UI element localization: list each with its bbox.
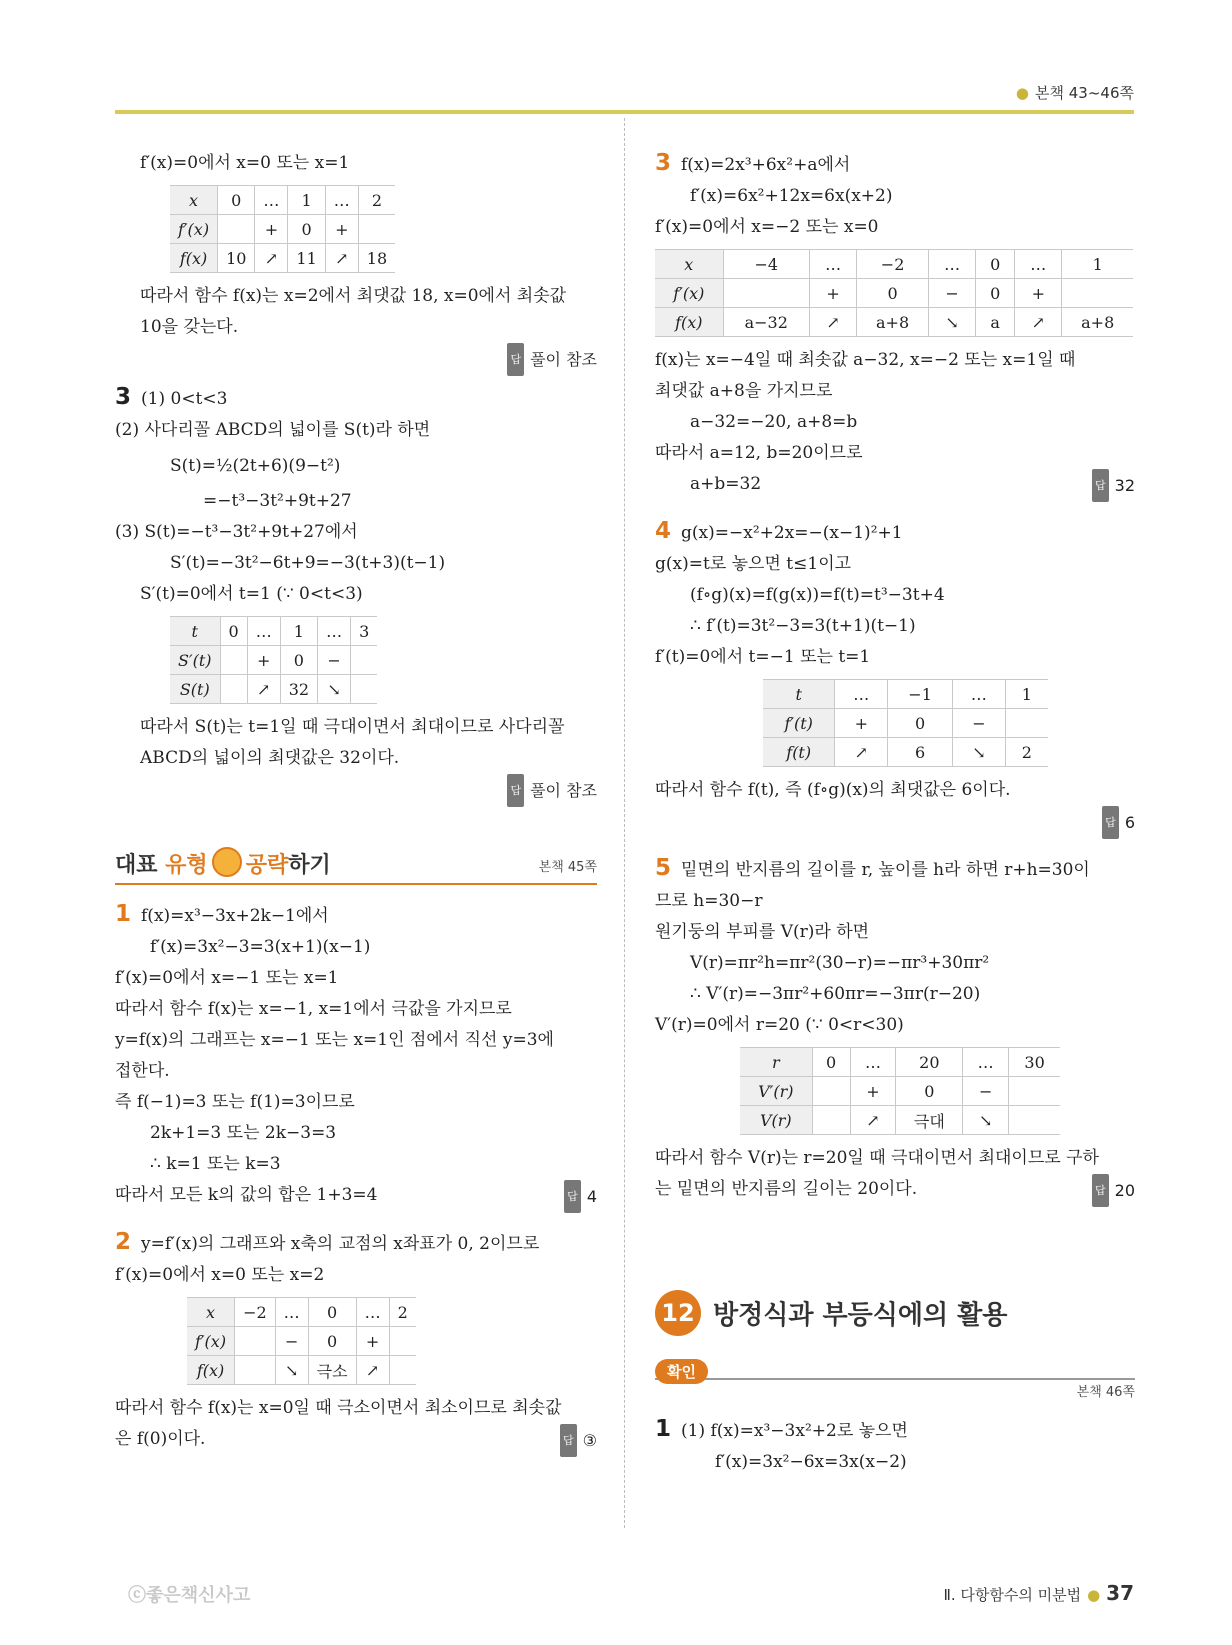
table-cell: +	[809, 279, 856, 308]
table-header-cell: f(x)	[187, 1356, 235, 1385]
formula-line: =−t³−3t²+9t+27	[203, 491, 352, 511]
text-line: f′(t)=0에서 t=−1 또는 t=1	[655, 647, 871, 667]
problem-number: 1	[655, 1416, 672, 1442]
table-cell: a+8	[857, 308, 929, 337]
table-cell	[220, 646, 247, 675]
table-cell: +	[850, 1077, 896, 1106]
text-line: 따라서 함수 f(x)는 x=0일 때 극소이면서 최소이므로 최솟값	[115, 1398, 562, 1418]
problem-number: 3	[655, 150, 672, 176]
table-cell: 0	[888, 709, 953, 738]
table-cell: 0	[218, 186, 255, 215]
header-page-ref	[1016, 82, 1134, 103]
table-cell	[218, 215, 255, 244]
section-title-part: 공략	[245, 853, 289, 878]
table-cell: ↘	[928, 308, 975, 337]
text-line: 즉 f(−1)=3 또는 f(1)=3이므로	[115, 1092, 355, 1112]
table-cell: −	[928, 279, 975, 308]
answer-label	[560, 1424, 597, 1457]
text-line: (3) S(t)=−t³−3t²+9t+27에서	[115, 522, 358, 542]
bullet-icon: ●	[1087, 1586, 1101, 1604]
chapter-heading	[655, 1290, 1135, 1336]
variation-table	[763, 679, 1048, 767]
table-cell: 6	[888, 738, 953, 767]
table-cell: ↗	[247, 675, 280, 704]
variation-table	[740, 1047, 1060, 1135]
table-cell: −4	[723, 250, 809, 279]
chapter-number-badge: 12	[655, 1290, 701, 1336]
table-cell: +	[325, 215, 358, 244]
formula-line: f(x)=x³−3x+2k−1에서	[141, 906, 329, 926]
text-line: f(x)는 x=−4일 때 최솟값 a−32, x=−2 또는 x=1일 때	[655, 350, 1076, 370]
table-cell	[1009, 1077, 1060, 1106]
formula-line: ∴ V′(r)=−3πr²+60πr=−3πr(r−20)	[690, 984, 981, 1004]
answer-label	[115, 343, 597, 376]
table-cell	[358, 215, 395, 244]
table-cell: 20	[896, 1048, 963, 1077]
table-cell: −2	[235, 1298, 276, 1327]
table-cell: +	[356, 1327, 389, 1356]
table-header-cell: x	[170, 186, 218, 215]
table-cell	[235, 1356, 276, 1385]
table-row	[655, 250, 1133, 279]
table-cell: −	[963, 1077, 1009, 1106]
answer-icon: 답	[507, 774, 524, 807]
answer-text: 32	[1114, 476, 1135, 495]
variation-table	[655, 249, 1133, 337]
mascot-icon	[212, 847, 242, 877]
section-header	[115, 847, 597, 885]
table-cell: −	[318, 646, 351, 675]
table-cell: 10	[218, 244, 255, 273]
formula-line: a−32=−20, a+8=b	[690, 412, 858, 432]
table-cell	[812, 1106, 850, 1135]
text-line: f′(x)=0에서 x=0 또는 x=1	[140, 153, 350, 173]
text-line: ABCD의 넓이의 최댓값은 32이다.	[140, 748, 400, 768]
text-line: (1) 0<t<3	[141, 389, 228, 409]
text-line: 따라서 a=12, b=20이므로	[655, 443, 863, 463]
table-cell	[723, 279, 809, 308]
table-cell	[351, 646, 378, 675]
table-header-cell: r	[740, 1048, 812, 1077]
text-line: 최댓값 a+8을 가지므로	[655, 381, 833, 401]
text-line: 밑면의 반지름의 길이를 r, 높이를 h라 하면 r+h=30이	[681, 860, 1090, 880]
answer-icon: 답	[1102, 806, 1119, 839]
answer-label	[655, 806, 1135, 839]
variation-table	[187, 1297, 416, 1385]
table-cell: 0	[896, 1077, 963, 1106]
table-row	[763, 738, 1048, 767]
text-line: 므로 h=30−r	[655, 891, 763, 911]
table-row	[655, 279, 1133, 308]
table-cell	[351, 675, 378, 704]
formula-line: V(r)=πr²h=πr²(30−r)=−πr³+30πr²	[690, 953, 990, 973]
text-line: 따라서 함수 V(r)는 r=20일 때 극대이면서 최대이므로 구하	[655, 1148, 1099, 1168]
table-row	[740, 1106, 1060, 1135]
table-cell: −2	[857, 250, 929, 279]
table-cell: ↘	[963, 1106, 1009, 1135]
section-title-part: 대표	[115, 853, 166, 878]
table-cell	[220, 675, 247, 704]
table-row	[170, 186, 395, 215]
table-header-cell: f′(t)	[763, 709, 835, 738]
answer-text: 4	[586, 1187, 597, 1206]
text-line: 는 밑면의 반지름의 길이는 20이다.	[655, 1179, 918, 1199]
text-line: y=f(x)의 그래프는 x=−1 또는 x=1인 점에서 직선 y=3에	[115, 1030, 554, 1050]
copyright: ⓒ좋은책신사고	[128, 1585, 251, 1606]
left-column	[115, 148, 597, 1455]
table-cell: …	[255, 186, 288, 215]
table-cell: +	[1015, 279, 1062, 308]
table-cell: 극대	[896, 1106, 963, 1135]
table-header-cell: x	[187, 1298, 235, 1327]
table-cell: 0	[288, 215, 325, 244]
table-header-cell: f(x)	[170, 244, 218, 273]
table-header-cell: x	[655, 250, 723, 279]
table-cell: …	[953, 680, 1006, 709]
table-cell: +	[255, 215, 288, 244]
formula-line: f′(x)=3x²−3=3(x+1)(x−1)	[150, 937, 371, 957]
table-cell: a−32	[723, 308, 809, 337]
answer-label	[115, 774, 597, 807]
table-cell: …	[928, 250, 975, 279]
formula-line: ∴ f′(t)=3t²−3=3(t+1)(t−1)	[690, 616, 916, 636]
text-line: 따라서 모든 k의 값의 합은 1+3=4	[115, 1185, 378, 1205]
table-cell	[389, 1327, 416, 1356]
table-row	[763, 680, 1048, 709]
table-cell: ↗	[835, 738, 888, 767]
table-row	[170, 215, 395, 244]
problem-number: 4	[655, 518, 672, 544]
table-cell: ↗	[809, 308, 856, 337]
formula-line: 2k+1=3 또는 2k−3=3	[150, 1123, 337, 1143]
table-cell: −	[953, 709, 1006, 738]
table-cell: …	[325, 186, 358, 215]
table-cell: 0	[280, 646, 317, 675]
formula-line: S(t)=½(2t+6)(9−t²)	[170, 456, 341, 476]
text-line: 10을 갖는다.	[140, 317, 239, 337]
table-cell: …	[247, 617, 280, 646]
right-column	[655, 148, 1135, 1478]
table-cell: 극소	[308, 1356, 356, 1385]
table-cell: ↗	[325, 244, 358, 273]
answer-icon: 답	[1092, 469, 1109, 502]
table-cell: ↗	[356, 1356, 389, 1385]
table-cell	[1005, 709, 1048, 738]
text-line: 따라서 함수 f(x)는 x=−1, x=1에서 극값을 가지므로	[115, 999, 512, 1019]
table-header-cell: S′(t)	[170, 646, 220, 675]
table-cell: …	[356, 1298, 389, 1327]
table-row	[170, 675, 377, 704]
confirm-page-ref: 본책 46쪽	[1076, 1385, 1135, 1400]
table-header-cell: V(r)	[740, 1106, 812, 1135]
problem-number: 2	[115, 1229, 132, 1255]
column-divider	[624, 118, 625, 1528]
table-cell: ↗	[1015, 308, 1062, 337]
answer-icon: 답	[507, 343, 524, 376]
table-cell: …	[835, 680, 888, 709]
formula-line: f′(x)=3x²−6x=3x(x−2)	[715, 1452, 907, 1472]
chapter-title: 방정식과 부등식에의 활용	[713, 1300, 1008, 1331]
text-line: 따라서 함수 f(t), 즉 (f∘g)(x)의 최댓값은 6이다.	[655, 780, 1011, 800]
table-cell: −	[275, 1327, 308, 1356]
table-cell: −1	[888, 680, 953, 709]
table-cell: 0	[976, 250, 1015, 279]
table-cell: 0	[308, 1327, 356, 1356]
table-row	[187, 1298, 416, 1327]
table-cell	[235, 1327, 276, 1356]
table-row	[187, 1327, 416, 1356]
table-cell	[812, 1077, 850, 1106]
table-cell: …	[1015, 250, 1062, 279]
table-cell: 2	[389, 1298, 416, 1327]
table-cell: a+8	[1062, 308, 1133, 337]
table-header-cell: f′(x)	[187, 1327, 235, 1356]
answer-label	[1092, 469, 1135, 502]
text-line: 따라서 S(t)는 t=1일 때 극대이면서 최대이므로 사다리꼴	[140, 717, 565, 737]
section-page-ref: 본책 45쪽	[538, 860, 597, 875]
table-cell: …	[963, 1048, 1009, 1077]
table-cell	[1009, 1106, 1060, 1135]
bullet-icon: ●	[1015, 84, 1030, 102]
table-cell: ↗	[850, 1106, 896, 1135]
variation-table	[170, 616, 377, 704]
answer-icon: 답	[560, 1424, 577, 1457]
answer-text: ③	[582, 1431, 597, 1450]
text-line: (2) 사다리꼴 ABCD의 넓이를 S(t)라 하면	[115, 420, 431, 440]
table-header-cell: f(x)	[655, 308, 723, 337]
confirm-bar	[655, 1350, 1135, 1400]
table-row	[187, 1356, 416, 1385]
table-cell: ↘	[318, 675, 351, 704]
table-cell: ↗	[255, 244, 288, 273]
section-title-part: 유형	[165, 853, 208, 878]
table-cell: …	[850, 1048, 896, 1077]
table-header-cell: V′(r)	[740, 1077, 812, 1106]
answer-label	[564, 1180, 597, 1213]
header-ref-text: 본책 43~46쪽	[1035, 84, 1134, 102]
table-row	[170, 617, 377, 646]
table-header-cell: S(t)	[170, 675, 220, 704]
formula-line: a+b=32	[690, 474, 762, 494]
text-line: S′(t)=0에서 t=1 (∵ 0<t<3)	[140, 584, 363, 604]
text-line: f′(x)=0에서 x=−1 또는 x=1	[115, 968, 339, 988]
formula-line: g(x)=−x²+2x=−(x−1)²+1	[681, 523, 903, 543]
variation-table	[170, 185, 395, 273]
table-cell: 3	[351, 617, 378, 646]
confirm-tag: 확인	[655, 1359, 708, 1384]
table-cell	[389, 1356, 416, 1385]
table-cell: 2	[1005, 738, 1048, 767]
table-cell: ↘	[953, 738, 1006, 767]
table-cell: +	[835, 709, 888, 738]
footer-chapter: Ⅱ. 다항함수의 미분법	[943, 1586, 1082, 1604]
answer-text: 풀이 참조	[530, 781, 597, 800]
problem-number: 5	[655, 855, 672, 881]
formula-line: f′(x)=6x²+12x=6x(x+2)	[690, 186, 893, 206]
top-rule	[115, 110, 1134, 114]
footer	[943, 1581, 1134, 1605]
table-cell: 0	[812, 1048, 850, 1077]
table-cell: a	[976, 308, 1015, 337]
table-row	[740, 1048, 1060, 1077]
section-title-part: 하기	[288, 853, 331, 878]
table-cell: 11	[288, 244, 325, 273]
text-line: 접한다.	[115, 1061, 170, 1081]
table-cell: …	[318, 617, 351, 646]
table-cell: 18	[358, 244, 395, 273]
answer-text: 20	[1114, 1181, 1135, 1200]
answer-text: 풀이 참조	[530, 350, 597, 369]
table-header-cell: f′(x)	[655, 279, 723, 308]
text-line: 은 f(0)이다.	[115, 1429, 206, 1449]
table-cell: 30	[1009, 1048, 1060, 1077]
table-cell: 1	[288, 186, 325, 215]
text-line: f′(x)=0에서 x=−2 또는 x=0	[655, 217, 879, 237]
table-row	[170, 244, 395, 273]
table-cell: 1	[1062, 250, 1133, 279]
table-row	[655, 308, 1133, 337]
answer-icon: 답	[1092, 1174, 1109, 1207]
table-cell: …	[275, 1298, 308, 1327]
table-cell: …	[809, 250, 856, 279]
formula-line: ∴ k=1 또는 k=3	[150, 1154, 281, 1174]
answer-label	[1092, 1174, 1135, 1207]
table-cell	[1062, 279, 1133, 308]
table-cell: 0	[220, 617, 247, 646]
text-line: V′(r)=0에서 r=20 (∵ 0<r<30)	[655, 1015, 904, 1035]
answer-text: 6	[1124, 813, 1135, 832]
table-cell: 1	[280, 617, 317, 646]
table-header-cell: f(t)	[763, 738, 835, 767]
formula-line: S′(t)=−3t²−6t+9=−3(t+3)(t−1)	[170, 553, 446, 573]
formula-line: f(x)=2x³+6x²+a에서	[681, 155, 851, 175]
text-line: y=f′(x)의 그래프와 x축의 교점의 x좌표가 0, 2이므로	[141, 1234, 540, 1254]
answer-icon: 답	[564, 1180, 581, 1213]
table-cell: 32	[280, 675, 317, 704]
table-cell: +	[247, 646, 280, 675]
text-line: g(x)=t로 놓으면 t≤1이고	[655, 554, 852, 574]
table-row	[763, 709, 1048, 738]
table-header-cell: f′(x)	[170, 215, 218, 244]
table-header-cell: t	[170, 617, 220, 646]
problem-number: 1	[115, 901, 132, 927]
table-row	[170, 646, 377, 675]
text-line: 원기둥의 부피를 V(r)라 하면	[655, 922, 870, 942]
text-line: 따라서 함수 f(x)는 x=2에서 최댓값 18, x=0에서 최솟값	[140, 286, 567, 306]
problem-number: 3	[115, 384, 132, 410]
formula-line: (f∘g)(x)=f(g(x))=f(t)=t³−3t+4	[690, 585, 945, 605]
table-cell: 1	[1005, 680, 1048, 709]
table-cell: 0	[308, 1298, 356, 1327]
page-number: 37	[1106, 1581, 1134, 1605]
table-cell: 2	[358, 186, 395, 215]
table-cell: 0	[857, 279, 929, 308]
table-row	[740, 1077, 1060, 1106]
table-header-cell: t	[763, 680, 835, 709]
table-cell: 0	[976, 279, 1015, 308]
table-cell: ↘	[275, 1356, 308, 1385]
text-line: f′(x)=0에서 x=0 또는 x=2	[115, 1265, 325, 1285]
formula-line: (1) f(x)=x³−3x²+2로 놓으면	[681, 1421, 908, 1441]
